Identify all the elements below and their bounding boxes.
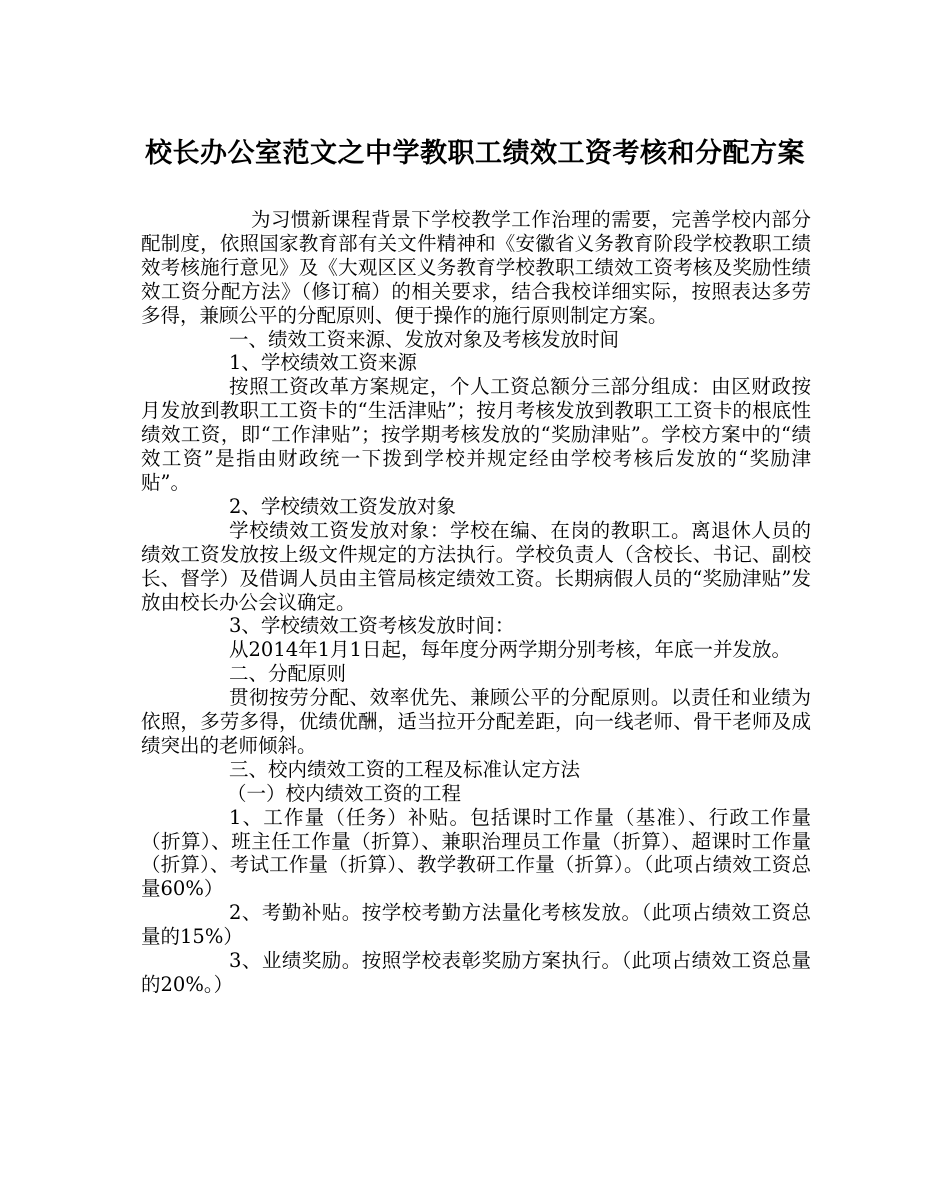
- section-heading-1: 一、绩效工资来源、发放对象及考核发放时间: [229, 327, 620, 351]
- item-3-1-3: 3、业绩奖励。按照学校表彰奖励方案执行。（此项占绩效工资总量的20%。）: [141, 949, 811, 996]
- document-body: [141, 208, 811, 997]
- paragraph-1-1: 按照工资改革方案规定，个人工资总额分三部分组成：由区财政按月发放到教职工工资卡的“生活津贴”；按月考核发放到教职工工资卡的根底性绩效工资，即“工作津贴”；按学期考核发放的“奖励津贴”。学校方案中的“绩效工资”是指由财政统一下拨到学校并规定经由学校考核后发放的“奖励津贴”。: [141, 375, 811, 494]
- subheading-1-3: 3、学校绩效工资考核发放时间：: [229, 614, 515, 638]
- document-title: 校长办公室范文之中学教职工绩效工资考核和分配方案: [145, 138, 805, 169]
- item-3-1-2: 2、考勤补贴。按学校考勤方法量化考核发放。（此项占绩效工资总量的15%）: [141, 901, 811, 949]
- paragraph-1-3: 从2014年1月1日起，每年度分两学期分别考核，年底一并发放。: [229, 638, 791, 662]
- section-heading-3: 三、校内绩效工资的工程及标准认定方法: [229, 757, 581, 781]
- subheading-1-1: 1、学校绩效工资来源: [229, 351, 417, 375]
- subheading-1-2: 2、学校绩效工资发放对象: [229, 494, 456, 518]
- paragraph-2: 贯彻按劳分配、效率优先、兼顾公平的分配原则。以责任和业绩为依照，多劳多得，优绩优酬，适当拉开分配差距，向一线老师、骨干老师及成绩突出的老师倾斜。: [141, 686, 811, 757]
- item-3-1-1: 1、工作量（任务）补贴。包括课时工作量（基准）、行政工作量（折算）、班主任工作量（折算）、兼职治理员工作量（折算）、超课时工作量（折算）、考试工作量（折算）、教学教研工作量（折算）。（此项占绩效工资总量60%）: [141, 805, 811, 901]
- intro-paragraph: 为习惯新课程背景下学校教学工作治理的需要，完善学校内部分配制度，依照国家教育部有关文件精神和《安徽省义务教育阶段学校教职工绩效考核施行意见》及《大观区区义务教育学校教职工绩效工资考核及奖励性绩效工资分配方法》（修订稿）的相关要求，结合我校详细实际，按照表达多劳多得，兼顾公平的分配原则、便于操作的施行原则制定方案。: [141, 208, 811, 327]
- subheading-3-1: （一）校内绩效工资的工程: [227, 781, 462, 805]
- section-heading-2: 二、分配原则: [229, 662, 347, 686]
- paragraph-1-2: 学校绩效工资发放对象：学校在编、在岗的教职工。离退休人员的绩效工资发放按上级文件规定的方法执行。学校负责人（含校长、书记、副校长、督学）及借调人员由主管局核定绩效工资。长期病假人员的“奖励津贴”发放由校长办公会议确定。: [141, 518, 811, 614]
